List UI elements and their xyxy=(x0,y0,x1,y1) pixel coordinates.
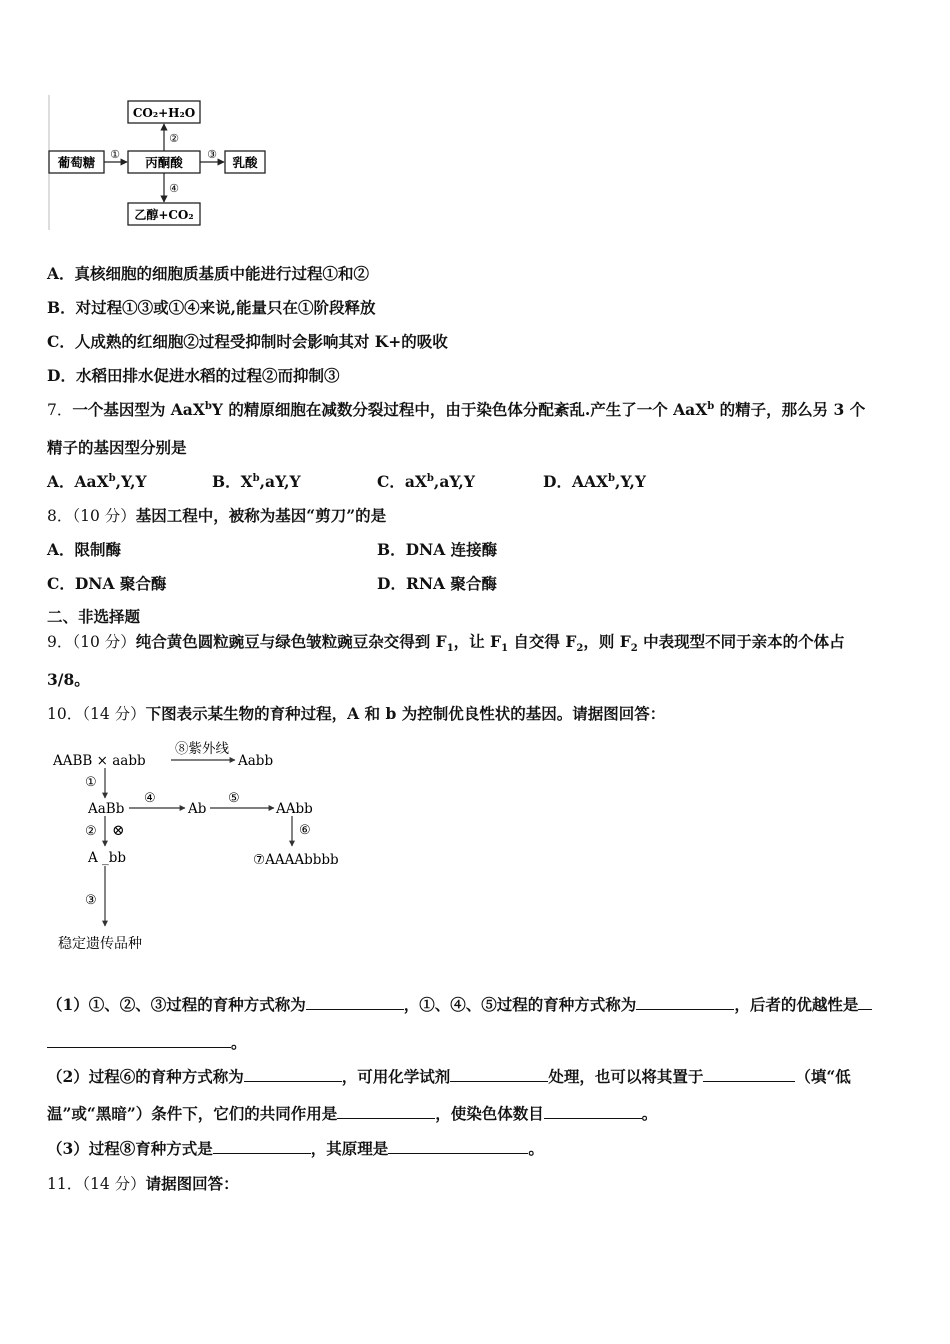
option-label: A． xyxy=(47,540,75,559)
step-4-label: ④ xyxy=(169,182,179,195)
q9-text: 自交得 F xyxy=(508,632,577,651)
option-label: A． xyxy=(47,472,75,491)
option-text: ,aY,Y xyxy=(259,472,301,491)
answer-blank[interactable] xyxy=(244,1067,342,1082)
option-text: ,Y,Y xyxy=(115,472,147,491)
part-text: 温”或“黑暗”）条件下，它们的共同作用是 xyxy=(47,1104,338,1123)
answer-blank[interactable] xyxy=(544,1104,642,1119)
option-label: D． xyxy=(543,472,572,491)
step-1-circle: ① xyxy=(85,775,97,790)
q6-option-c xyxy=(47,330,448,352)
answer-blank[interactable] xyxy=(636,995,734,1010)
option-label: D． xyxy=(377,574,406,593)
subscript: 2 xyxy=(630,643,638,655)
part-text: （填“低 xyxy=(795,1067,851,1086)
q9-text: 纯合黄色圆粒豌豆与绿色皱粒豌豆杂交得到 F xyxy=(135,632,447,651)
q10-part3 xyxy=(47,1137,544,1159)
option-text: X xyxy=(240,472,253,491)
answer-blank[interactable] xyxy=(337,1104,435,1119)
option-text: aX xyxy=(404,472,427,491)
option-text: AAX xyxy=(571,472,609,491)
q8-option-a xyxy=(47,538,121,560)
q8-option-c xyxy=(47,572,166,594)
q10-part2-line2 xyxy=(47,1102,657,1124)
q10-stem xyxy=(47,702,665,724)
question-number: 7． xyxy=(47,401,73,419)
q9-text: ，让 F xyxy=(453,632,502,651)
option-label: B． xyxy=(377,540,406,559)
glucose-box: 葡萄糖 xyxy=(57,155,96,170)
question-score: （10 分） xyxy=(72,633,136,651)
respiration-diagram xyxy=(40,95,280,230)
q9-answer: 3/8。 xyxy=(47,670,90,689)
q7-option-a xyxy=(47,470,147,492)
section-title: 二、非选择题 xyxy=(47,607,141,626)
q8-option-b xyxy=(377,538,497,560)
step-2-circle: ② xyxy=(85,824,97,839)
superscript: b xyxy=(608,472,616,484)
question-number: 9． xyxy=(47,633,73,651)
part-text: ，使染色体数目 xyxy=(435,1104,544,1123)
parents-label: AABB × aabb xyxy=(53,753,146,769)
part-text: ，后者的优越性是 xyxy=(734,995,859,1014)
q10-part1-line2 xyxy=(47,1031,247,1053)
lactic-acid-box: 乳酸 xyxy=(232,155,258,170)
f2-label: A _bb xyxy=(88,850,127,866)
q7-text: 的精子，那么另 3 个 xyxy=(714,400,866,419)
answer-blank[interactable] xyxy=(213,1139,311,1154)
part-text: （2）过程⑥的育种方式称为 xyxy=(47,1067,244,1086)
part-text: 处理，也可以将其置于 xyxy=(548,1067,704,1086)
part-text: 。 xyxy=(641,1104,658,1123)
q7-stem-line1 xyxy=(47,398,865,420)
part-text: ，可用化学试剂 xyxy=(341,1067,451,1086)
breeding-diagram xyxy=(48,738,348,960)
step-5-circle: ⑤ xyxy=(228,791,240,806)
answer-blank[interactable] xyxy=(388,1139,528,1154)
question-number: 11． xyxy=(47,1175,83,1193)
q10-text: 下图表示某生物的育种过程，A 和 b 为控制优良性状的基因。请据图回答： xyxy=(145,704,666,723)
option-label: C． xyxy=(47,574,75,593)
superscript: b xyxy=(252,472,260,484)
superscript: b xyxy=(204,400,212,412)
part-text: （1）①、②、③过程的育种方式称为 xyxy=(47,995,306,1014)
superscript: b xyxy=(707,400,715,412)
step-3-circle: ③ xyxy=(85,893,97,908)
q6-option-a xyxy=(47,262,369,284)
step-6-circle: ⑥ xyxy=(299,823,311,838)
step-4-circle: ④ xyxy=(144,791,156,806)
q7-option-d xyxy=(543,470,646,492)
q9-stem xyxy=(47,630,845,655)
q6-option-b xyxy=(47,296,376,318)
subscript: 1 xyxy=(446,643,454,655)
step-3-label: ③ xyxy=(207,148,217,161)
superscript: b xyxy=(426,472,434,484)
option-label: A． xyxy=(47,264,75,283)
option-label: B． xyxy=(212,472,241,491)
pyruvate-box: 丙酮酸 xyxy=(145,155,183,170)
option-text: ,aY,Y xyxy=(433,472,475,491)
option-text: AaX xyxy=(74,472,109,491)
haploid-label: Ab xyxy=(188,801,207,817)
option-text: ,Y,Y xyxy=(615,472,646,491)
q7-option-c xyxy=(377,470,475,492)
mutant-label: Aabb xyxy=(238,753,274,769)
option-text: 真核细胞的细胞质基质中能进行过程①和② xyxy=(74,264,370,283)
option-text: 人成熟的红细胞②过程受抑制时会影响其对 K+的吸收 xyxy=(74,332,448,351)
q8-stem xyxy=(47,504,386,526)
part-text: 。 xyxy=(528,1139,544,1158)
option-text: 水稻田排水促进水稻的过程②而抑制③ xyxy=(75,366,340,385)
part-text: （3）过程⑧育种方式是 xyxy=(47,1139,213,1158)
question-number: 8． xyxy=(47,507,73,525)
q7-options xyxy=(47,470,907,490)
question-score: （10 分） xyxy=(72,507,136,525)
option-text: 限制酶 xyxy=(74,540,122,559)
superscript: b xyxy=(108,472,116,484)
option-label: B． xyxy=(47,298,76,317)
tetraploid-label: ⑦AAAAbbbb xyxy=(253,852,339,868)
option-text: DNA 连接酶 xyxy=(405,540,498,559)
q9-text: 中表现型不同于亲本的个体占 xyxy=(637,632,845,651)
subscript: 1 xyxy=(501,643,509,655)
option-label: C． xyxy=(377,472,405,491)
ethanol-co2-box: 乙醇+CO₂ xyxy=(134,208,194,222)
option-text: 对过程①③或①④来说,能量只在①阶段释放 xyxy=(75,298,376,317)
q11-stem xyxy=(47,1172,239,1194)
q11-text: 请据图回答： xyxy=(145,1174,239,1193)
part-text: ，其原理是 xyxy=(310,1139,389,1158)
stable-variety-label: 稳定遗传品种 xyxy=(58,936,142,952)
part-text: ，①、④、⑤过程的育种方式称为 xyxy=(403,995,637,1014)
step-1-label: ① xyxy=(110,148,120,161)
q10-part2-line1 xyxy=(47,1065,851,1087)
q7-stem-line2: 精子的基因型分别是 xyxy=(47,438,187,457)
q7-text: 一个基因型为 AaX xyxy=(72,400,205,419)
question-number: 10． xyxy=(47,705,83,723)
q6-option-d xyxy=(47,364,339,386)
step-2-label: ② xyxy=(169,132,179,145)
part-text: 。 xyxy=(231,1033,247,1052)
option-label: C． xyxy=(47,332,75,351)
selfing-icon: ⊗ xyxy=(112,821,125,839)
answer-blank[interactable] xyxy=(450,1067,548,1082)
co2-h2o-box: CO₂+H₂O xyxy=(132,106,196,120)
answer-blank[interactable] xyxy=(47,1033,231,1048)
option-text: DNA 聚合酶 xyxy=(74,574,167,593)
f1-label: AaBb xyxy=(88,801,125,817)
option-text: RNA 聚合酶 xyxy=(405,574,497,593)
subscript: 2 xyxy=(576,643,584,655)
q9-text: ，则 F xyxy=(583,632,631,651)
q8-option-d xyxy=(377,572,497,594)
q7-option-b xyxy=(212,470,301,492)
question-score: （14 分） xyxy=(82,705,146,723)
aabb-label: AAbb xyxy=(276,801,313,817)
uv-label: ⑧紫外线 xyxy=(175,741,229,757)
answer-blank[interactable] xyxy=(858,995,872,1010)
question-score: （14 分） xyxy=(82,1175,146,1193)
answer-blank[interactable] xyxy=(306,995,404,1010)
q10-part1-line1 xyxy=(47,993,872,1015)
option-label: D． xyxy=(47,366,76,385)
q7-text: Y 的精原细胞在减数分裂过程中，由于染色体分配紊乱.产生了一个 AaX xyxy=(211,400,708,419)
answer-blank[interactable] xyxy=(703,1067,795,1082)
q8-text: 基因工程中，被称为基因“剪刀”的是 xyxy=(135,506,387,525)
